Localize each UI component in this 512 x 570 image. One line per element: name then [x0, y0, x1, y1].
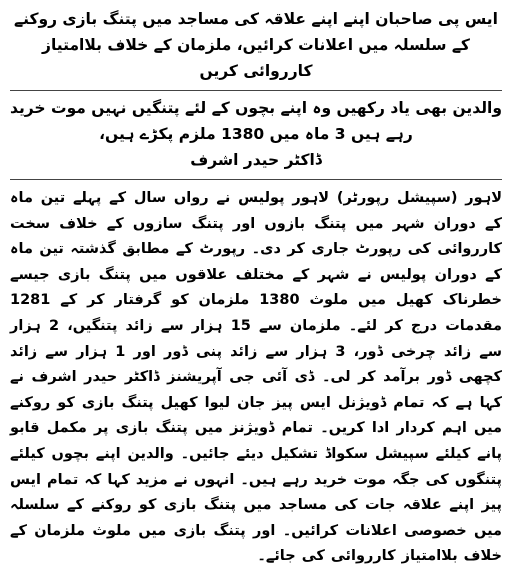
headline-secondary — [10, 95, 502, 177]
headline-primary: ایس پی صاحبان اپنے اپنے علاقہ کی مساجد میں پتنگ بازی روکنے کے سلسلہ میں اعلانات کرائیں، ملزمان کے خلاف بلاامتیاز کارروائی کریں — [14, 10, 498, 80]
divider-bottom — [10, 179, 502, 180]
byline: ڈاکٹر حیدر اشرف — [190, 151, 322, 169]
headline-secondary-text: والدین بھی یاد رکھیں وہ اپنے بچوں کے لئے پتنگیں نہیں موت خرید رہے ہیں 3 ماہ میں 1380 ملزم پکڑے ہیں، — [10, 99, 502, 143]
article-body: لاہور (سپیشل رپورٹر) لاہور پولیس نے رواں سال کے پہلے تین ماہ کے دوران شہر میں پتنگ بازوں اور پتنگ سازوں کے خلاف سخت کارروائی کی رپورٹ جاری کر دی۔ رپورٹ کے مطابق گذشتہ تین ماہ کے دوران پولیس نے شہر کے مختلف علاقوں میں پتنگ بازی جیسے خطرناک کھیل میں ملوث 1380 ملزمان کو گرفتار کر کے 1281 مقدمات درج کر لئے۔ ملزمان سے 15 ہزار سے زائد پتنگیں، 2 ہزار سے زائد چرخی ڈور، 3 ہزار سے زائد پنی ڈور اور 1 ہزار سے زائد کچھی ڈور برآمد کر لی۔ ڈی آئی جی آپریشنز ڈاکٹر حیدر اشرف نے کہا ہے کہ تمام ڈویژنل ایس پیز جان لیوا کھیل پتنگ بازی کو روکنے میں اہم کردار ادا کریں۔ تمام ڈویژنز میں پتنگ بازی پر مکمل قابو پانے کیلئے سپیشل سکواڈ تشکیل دیئے جائیں۔ والدین اپنے بچوں کیلئے پتنگوں کی جگہ موت خرید رہے ہیں۔ انہوں نے مزید کہا کہ تمام ایس پیز اپنے علاقہ جات کی مساجد میں پتنگ بازی کو روکنے کے سلسلہ میں خصوصی اعلانات کرائیں۔ اور پتنگ بازی میں ملوث ملزمان کے خلاف بلاامتیاز کارروائی کی جائے۔ — [10, 190, 502, 565]
divider-top — [10, 90, 502, 91]
